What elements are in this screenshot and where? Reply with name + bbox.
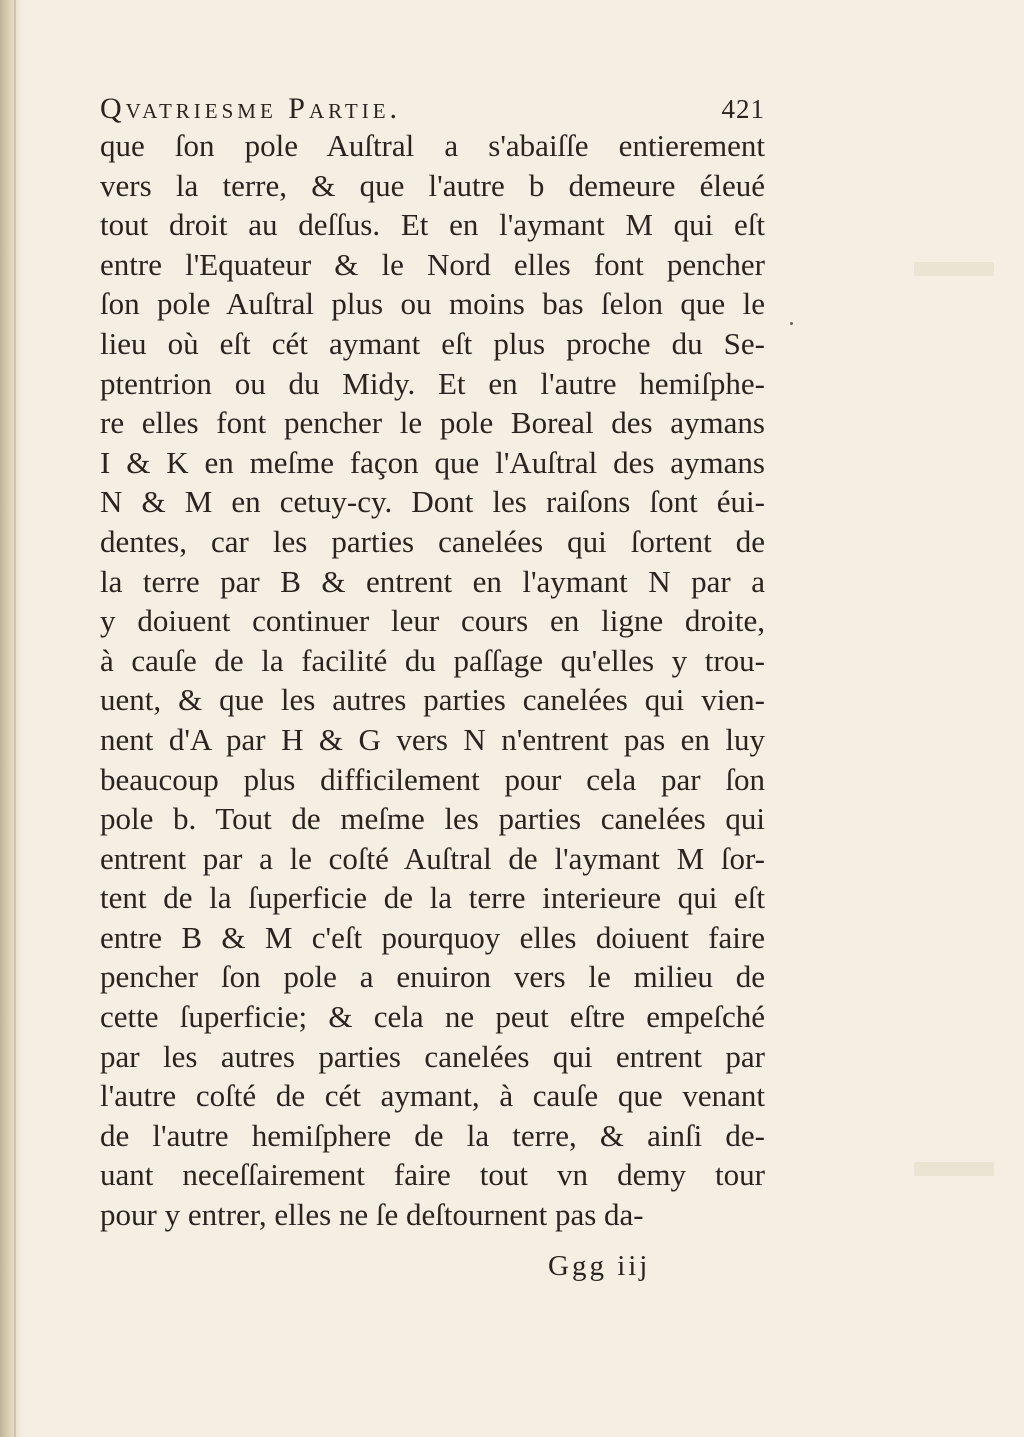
text-line: I & K en meſme façon que l'Auſtral des aymans: [100, 444, 765, 480]
text-line: tout droit au deſſus. Et en l'aymant M qui eſt: [100, 207, 765, 243]
body-text: [100, 126, 765, 1235]
text-line: que ſon pole Auſtral a s'abaiſſe entierement: [100, 128, 765, 163]
text-line: nent d'A par H & G vers N n'entrent pas en luy: [100, 721, 765, 757]
text-line: l'autre coſté de cét aymant, à cauſe que venant: [100, 1078, 765, 1114]
text-line: re elles font pencher le pole Boreal des aymans: [100, 405, 765, 441]
text-line: tent de la ſuperficie de la terre interieure qui eſt: [100, 880, 765, 916]
text-line: dentes, car les parties canelées qui ſortent de: [100, 523, 765, 559]
page-binding-shadow: [0, 0, 22, 1437]
text-line: lieu où eſt cét aymant eſt plus proche du Se-: [100, 325, 765, 361]
text-line: entre l'Equateur & le Nord elles font pencher: [100, 246, 765, 282]
text-line: beaucoup plus difficilement pour cela par ſon: [100, 761, 765, 797]
text-line: uent, & que les autres parties canelées qui vien-: [100, 682, 765, 718]
running-head: Qvatriesme Partie.: [100, 92, 402, 125]
page-number: 421: [721, 94, 765, 124]
text-line: pole b. Tout de meſme les parties canelées qui: [100, 801, 765, 837]
text-line: y doiuent continuer leur cours en ligne droite,: [100, 603, 765, 639]
text-line: ſon pole Auſtral plus ou moins bas ſelon que le: [100, 286, 765, 322]
signature-mark: Ggg iij: [548, 1250, 651, 1282]
text-line: la terre par B & entrent en l'aymant N par a: [100, 563, 765, 599]
text-line: ptentrion ou du Midy. Et en l'autre hemiſphe-: [100, 365, 765, 401]
page-edge: [14, 0, 16, 1437]
text-line: par les autres parties canelées qui entrent par: [100, 1038, 765, 1074]
text-line: pencher ſon pole a enuiron vers le milieu de: [100, 959, 765, 995]
text-line: à cauſe de la facilité du paſſage qu'elles y trou-: [100, 642, 765, 678]
show-through-mark: [914, 1162, 994, 1176]
show-through-mark: [914, 262, 994, 276]
text-line: pour y entrer, elles ne ſe deſtournent pas da-: [100, 1197, 644, 1233]
text-line: entrent par a le coſté Auſtral de l'aymant M ſor-: [100, 840, 765, 876]
text-line: uant neceſſairement faire tout vn demy tour: [100, 1157, 765, 1193]
text-line: N & M en cetuy-cy. Dont les raiſons ſont éui-: [100, 484, 765, 520]
ink-speck: [790, 322, 793, 325]
text-line: cette ſuperficie; & cela ne peut eſtre empeſché: [100, 999, 765, 1035]
text-line: de l'autre hemiſphere de la terre, & ainſi de-: [100, 1117, 765, 1153]
text-line: vers la terre, & que l'autre b demeure éleué: [100, 167, 765, 203]
text-line: entre B & M c'eſt pourquoy elles doiuent faire: [100, 919, 765, 955]
